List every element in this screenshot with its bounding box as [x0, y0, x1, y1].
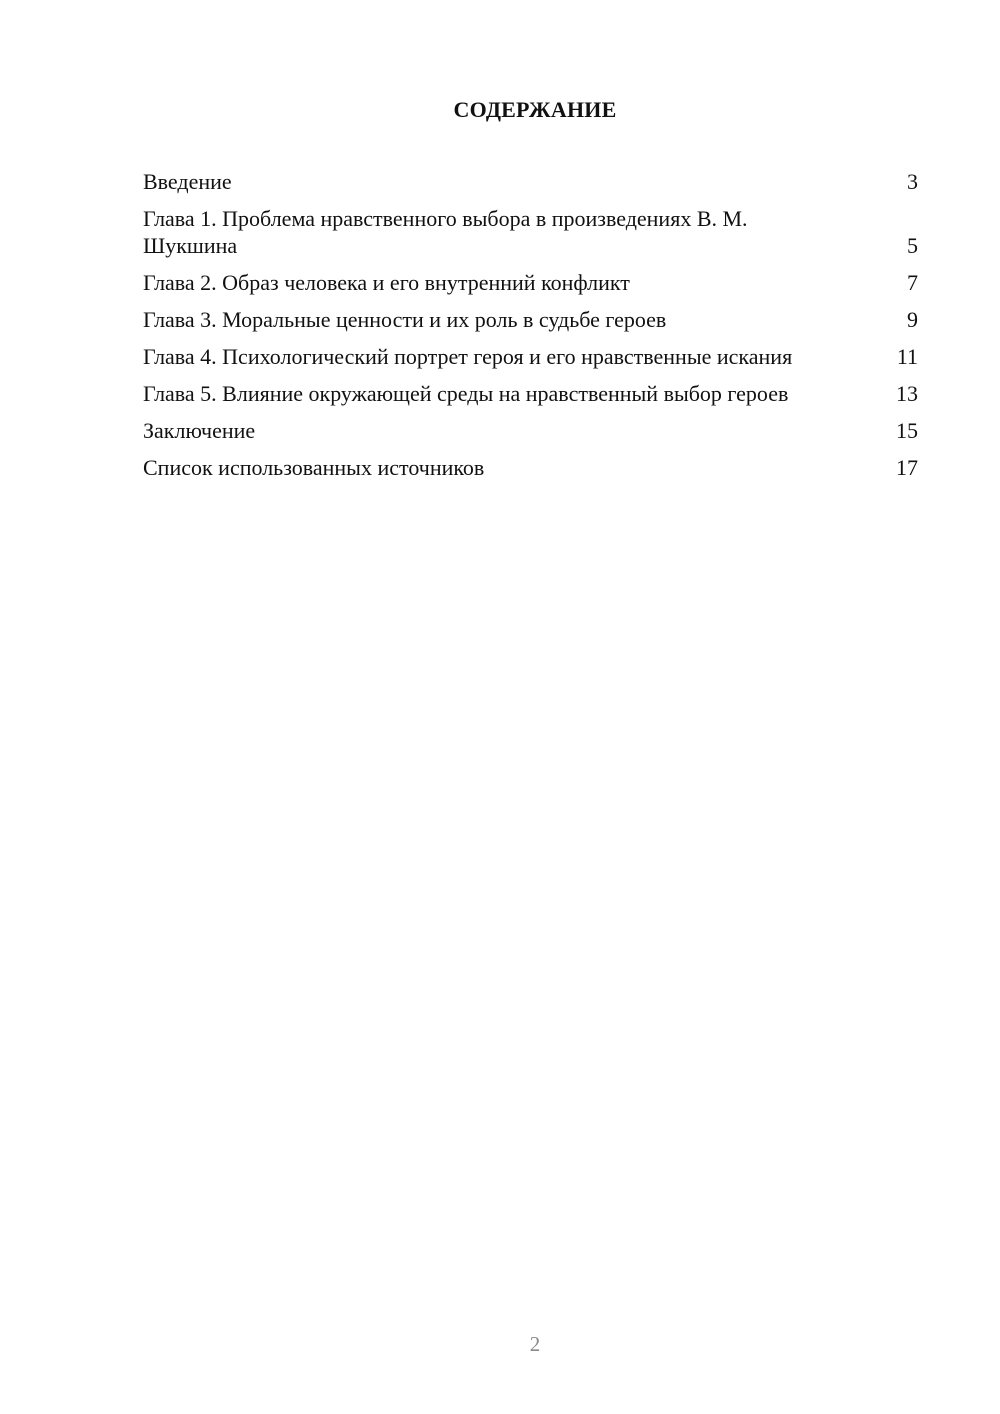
toc-entry-chapter-5	[143, 380, 918, 407]
toc-entry-text: Введение	[143, 169, 232, 194]
page-number: 2	[529, 1332, 541, 1356]
toc-entry-page: 9	[907, 307, 918, 332]
toc-entry-page: 15	[896, 418, 918, 443]
toc-entry-page: 5	[907, 233, 918, 258]
toc-entry-text: Глава 4. Психологический портрет героя и его нравственные искания	[143, 344, 793, 369]
toc-entry-text: Список использованных источников	[143, 455, 485, 480]
toc-entry-text: Глава 1. Проблема нравственного выбора в произведениях В. М. Шукшина	[143, 206, 748, 258]
toc-entry-page: 7	[907, 270, 918, 295]
toc-entry-chapter-4	[143, 343, 918, 370]
toc-entry-text: Глава 5. Влияние окружающей среды на нравственный выбор героев	[143, 381, 789, 406]
toc-entry-text: Заключение	[143, 418, 256, 443]
toc-entry-chapter-1	[143, 205, 918, 259]
toc-entry-conclusion	[143, 417, 918, 444]
toc-entry-chapter-3	[143, 306, 918, 333]
toc-entry-text: Глава 3. Моральные ценности и их роль в судьбе героев	[143, 307, 667, 332]
toc-entry-page: 17	[896, 455, 918, 480]
table-of-contents-title: СОДЕРЖАНИЕ	[453, 97, 617, 122]
toc-entry-page: 3	[907, 169, 918, 194]
toc-entry-page: 13	[896, 381, 918, 406]
toc-entry-page: 11	[896, 344, 918, 369]
toc-entry-text: Глава 2. Образ человека и его внутренний конфликт	[143, 270, 630, 295]
toc-entry-chapter-2	[143, 269, 918, 296]
toc-entry-references	[143, 454, 918, 481]
table-of-contents	[143, 168, 918, 491]
toc-entry-introduction	[143, 168, 918, 195]
